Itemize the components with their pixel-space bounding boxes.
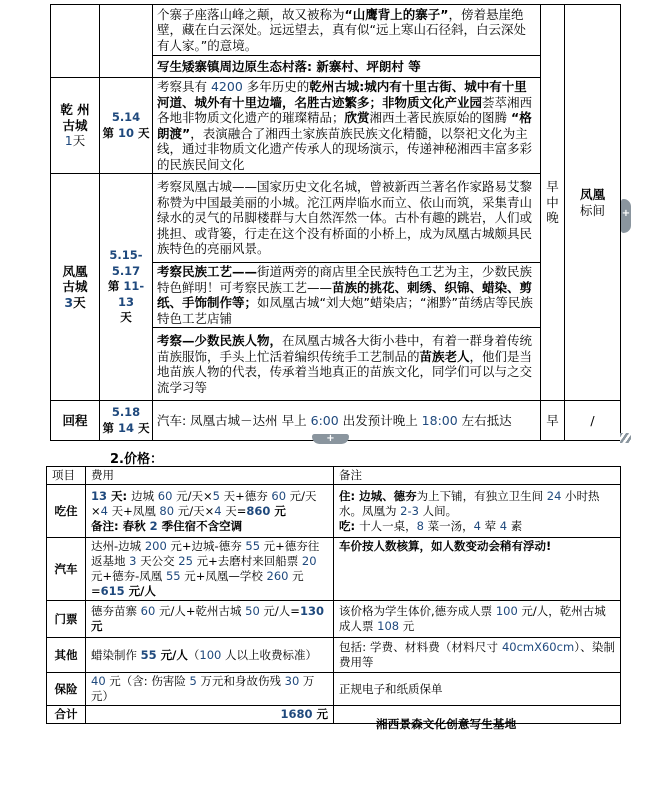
add-row-button[interactable]: + — [312, 434, 349, 444]
date-cell-return: 5.18 第 14 天 — [100, 401, 153, 441]
price-item-cell: 其他 — [47, 638, 86, 673]
price-note-cell: 包括: 学费、材料费（材料尺寸 40cmX60cm）、染制费用等 — [334, 638, 621, 673]
meal-cell-return: 早 — [541, 401, 565, 441]
price-section-heading: 2.价格： — [110, 452, 163, 467]
lodging-cell-return: / — [565, 401, 621, 441]
place-cell-return: 回程 — [51, 401, 100, 441]
price-note-cell: 正规电子和纸质保单 — [334, 673, 621, 706]
price-fee-cell: 蜡染制作 55 元/人（100 人以上收费标准） — [86, 638, 334, 673]
content-cell: 个寨子座落山峰之颠，故又被称为“山鹰背上的寨子”，傍着悬崖绝壁，藏在白云深处。远远望去，真有似“远上寒山石径斜，白云深处有人家。”的意境。 — [153, 5, 541, 56]
price-header-note: 备注 — [334, 467, 621, 485]
price-fee-cell: 13 天: 边城 60 元/天×5 天+德夯 60 元/天×4 天+凤凰 80 元/天×4 天=860 元 备注: 春秋 2 季住宿不含空调 — [86, 485, 334, 538]
price-note-cell: 该价格为学生体价,德夯成人票 100 元/人，乾州古城成人票 108 元 — [334, 601, 621, 638]
content-cell: 考察—少数民族人物，在凤凰古城各大街小巷中，有着一群身着传统苗族服饰，手头上忙活着编织传统手工艺制品的苗族老人，他们是当地苗族人物的代表，传承着当地真正的苗族文化，同学们可以与之交流学习等 — [153, 328, 541, 401]
itinerary-table — [50, 4, 621, 441]
base-signature: 湘西景森文化创意写生基地 — [376, 717, 517, 731]
meal-cell-merged: 早 中 晚 — [541, 5, 565, 401]
price-item-cell: 汽车 — [47, 538, 86, 601]
place-cell-continued — [51, 5, 100, 78]
date-cell-continued — [100, 5, 153, 78]
content-cell: 考察民族工艺——街道两旁的商店里全民族特色工艺为主，少数民族特色鲜明！可考察民族工艺——苗族的挑花、刺绣、织锦、蜡染、剪纸、手饰制作等；如凤凰古城“刘大炮”蜡染店；“湘黔”苗绣店等民族特色工艺店铺 — [153, 263, 541, 328]
place-cell-fenghuang: 凤凰 古城 3天 — [51, 174, 100, 401]
price-item-cell: 门票 — [47, 601, 86, 638]
price-fee-cell: 达州-边城 200 元+边城-德夯 55 元+德夯往返基地 3 天公交 25 元+去磨村来回船票 20 元+德夯-凤凰 55 元+凤凰—学校 260 元=615 元/人 — [86, 538, 334, 601]
price-item-cell-total: 合计 — [47, 706, 86, 724]
content-cell: 写生矮寨镇周边原生态村落: 新寨村、坪朗村 等 — [153, 56, 541, 78]
price-note-cell: 车价按人数核算，如人数变动会稍有浮动! — [334, 538, 621, 601]
price-item-cell: 保险 — [47, 673, 86, 706]
place-cell-qianzhou: 乾 州 古城 1天 — [51, 78, 100, 174]
date-cell-qianzhou: 5.14 第 10 天 — [100, 78, 153, 174]
price-note-cell: 住: 边城、德夯为上下铺，有独立卫生间 24 小时热水。凤凰为 2-3 人间。 吃: 十人一桌，8 菜一汤，4 荤 4 素 — [334, 485, 621, 538]
date-cell-fenghuang: 5.15-5.17 第 11-13 天 — [100, 174, 153, 401]
price-header-item: 项目 — [47, 467, 86, 485]
price-header-fee: 费用 — [86, 467, 334, 485]
content-cell: 汽车: 凤凰古城－达州 早上 6:00 出发预计晚上 18:00 左右抵达 — [153, 401, 541, 441]
price-fee-cell: 德夯苗寨 60 元/人+乾州古城 50 元/人=130 元 — [86, 601, 334, 638]
price-item-cell: 吃住 — [47, 485, 86, 538]
price-table — [46, 466, 621, 724]
content-cell: 考察具有 4200 多年历史的乾州古城:城内有十里古街、城中有十里河道、城外有十里边墙，名胜古迹繁多；非物质文化产业园荟萃湘西各地非物质文化遗产的璀璨精品；欣赏湘西土著民族原始的图腾 “格朗渡”，表演融合了湘西土家族苗族民族文化精髓，以祭祀文化为主线，通过非物质文化遗产传承人的现场演示，传递神秘湘西丰富多彩的民族民间文化 — [153, 78, 541, 174]
price-total-cell: 1680 元 — [86, 706, 334, 724]
table-resize-handle[interactable] — [620, 433, 631, 443]
price-fee-cell: 40 元（含: 伤害险 5 万元和身故伤残 30 万元） — [86, 673, 334, 706]
add-column-button[interactable]: + — [621, 199, 631, 233]
lodging-cell-merged: 凤凰 标间 — [565, 5, 621, 401]
content-cell: 考察凤凰古城——国家历史文化名城，曾被新西兰著名作家路易艾黎称赞为中国最美丽的小城。沱江两岸临水而立、依山而筑，采集青山绿水的灵气的吊脚楼群与大自然浑然一体。古朴有趣的跳岩，人们或挑担、或背篓，行走在这个没有桥面的小桥上，成为凤凰古城颇具民族特色的亮丽风景。 — [153, 174, 541, 263]
